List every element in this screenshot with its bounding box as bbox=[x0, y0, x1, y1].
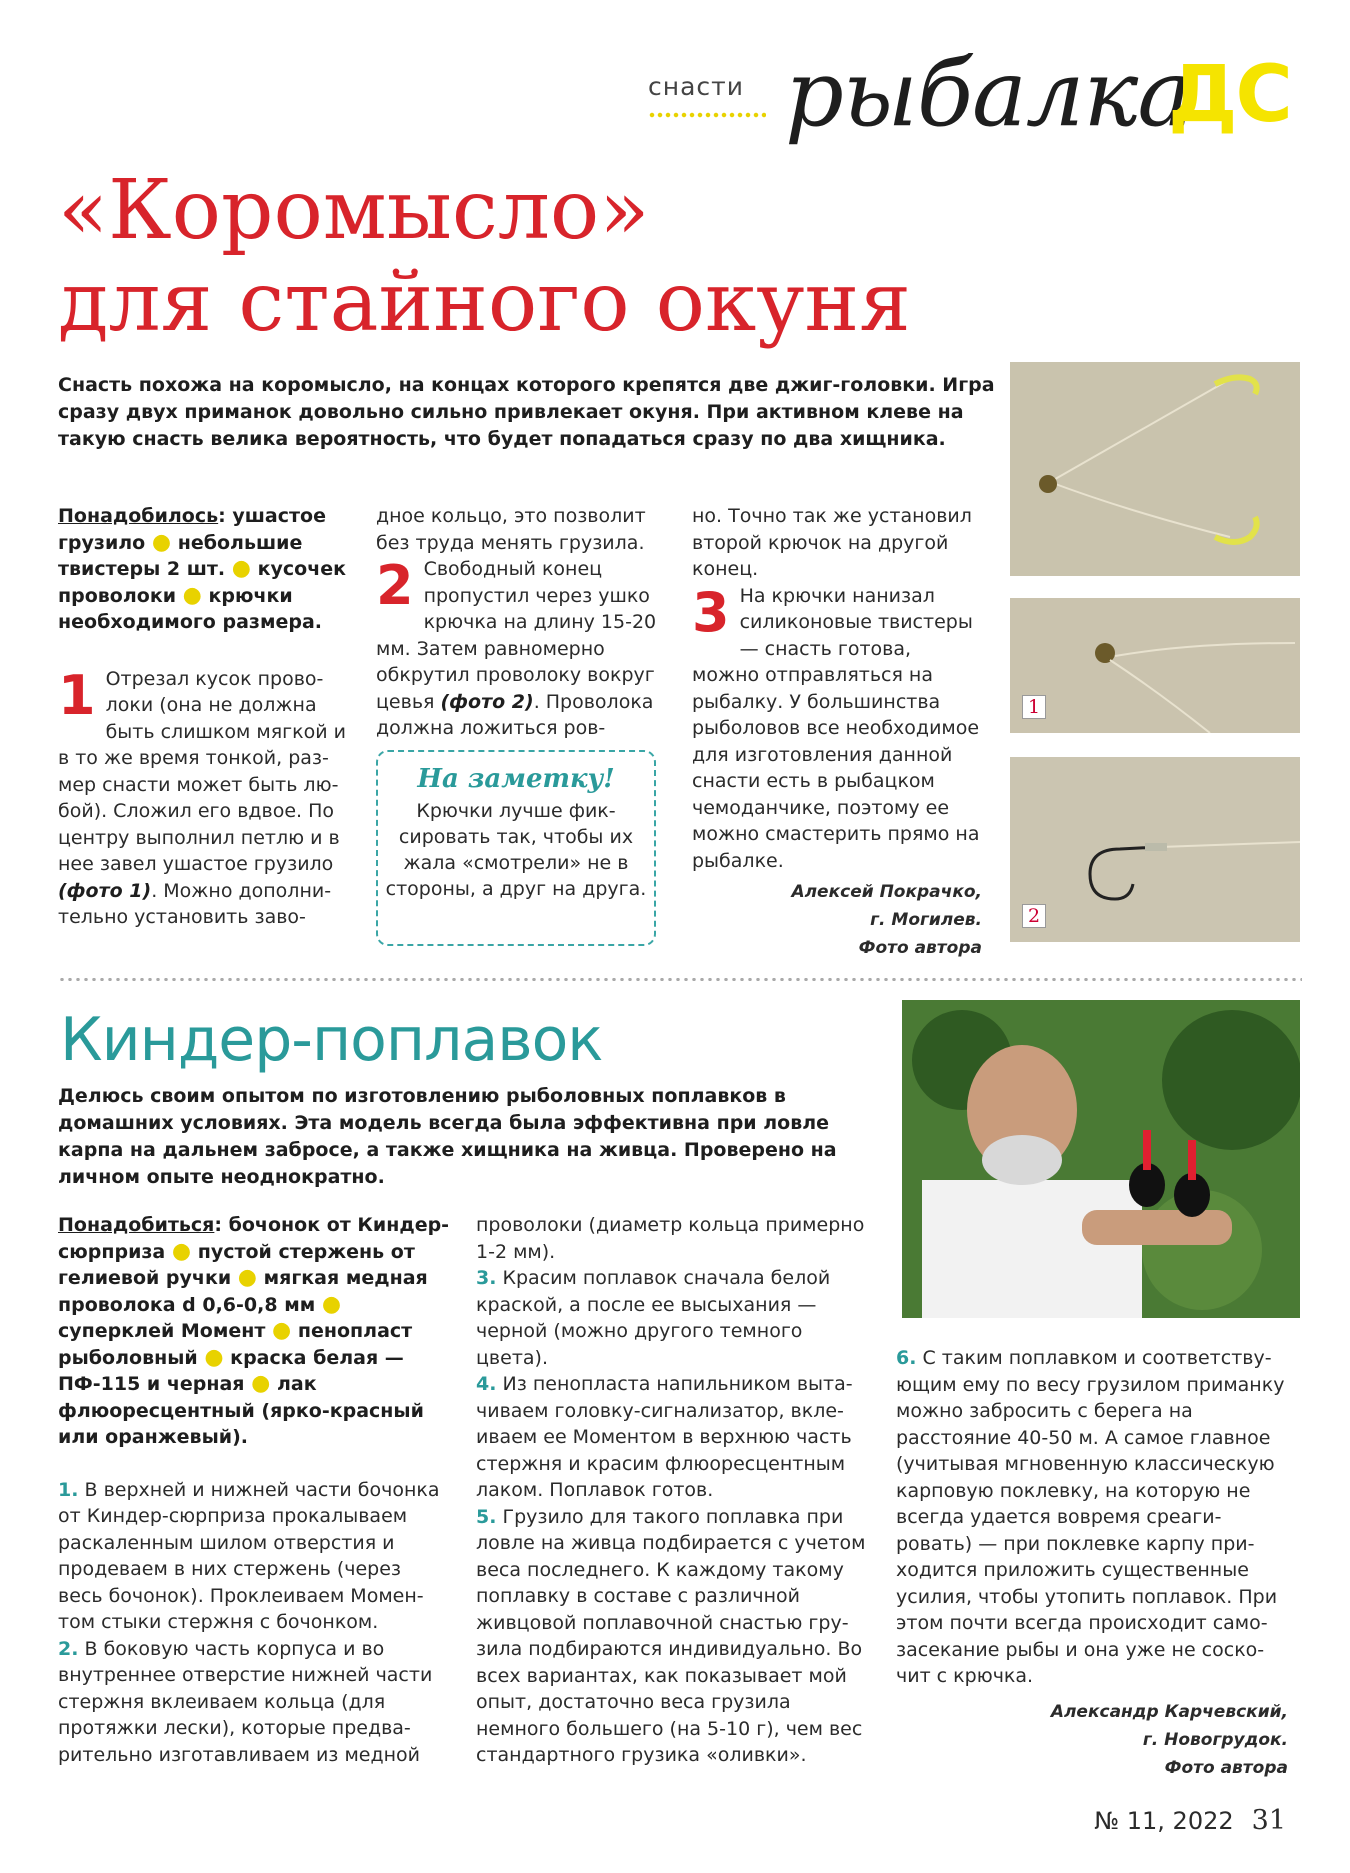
article1-col2 bbox=[376, 503, 666, 742]
step-4 bbox=[476, 1371, 868, 1504]
step-text: . Можно дополнительно установить заво- bbox=[58, 879, 332, 928]
step-text: . Проволока должна ложиться ров- bbox=[376, 690, 654, 739]
step-3 bbox=[692, 580, 982, 875]
step-number: 2 bbox=[376, 554, 414, 617]
bullet-icon: ● bbox=[237, 1265, 257, 1290]
step-5 bbox=[476, 1504, 868, 1769]
step-number: 3. bbox=[476, 1267, 497, 1289]
section-dots-divider bbox=[648, 112, 766, 118]
photo-label: 2 bbox=[1022, 904, 1046, 928]
rig-photo-main bbox=[1010, 362, 1300, 576]
photo-credit: Фото автора bbox=[858, 938, 982, 958]
col3-continued-text: но. Точно так же установил второй крючок на другой конец. bbox=[692, 505, 972, 580]
rig-illustration bbox=[1010, 362, 1300, 576]
step-text: Свободный конец пропустил через ушко крючка на длину 15-20 мм. Затем равномерно обкрутил проволоку вокруг цевья bbox=[376, 558, 657, 713]
step-text: В верхней и нижней части бочонка от Киндер-сюрприза прокалываем раскаленным шилом отверстия и продеваем в них стержень (через весь бочонок). Проклеиваем Моментом стыки стержня с бочонком. bbox=[58, 1478, 440, 1633]
bullet-icon: ● bbox=[151, 529, 172, 555]
note-box bbox=[376, 750, 656, 946]
article1-signature bbox=[692, 878, 982, 962]
needed-item: небольшие твистеры 2 шт. bbox=[58, 531, 303, 580]
needed-item: крючки необходимого размера. bbox=[58, 584, 322, 633]
photo-label: 1 bbox=[1022, 695, 1046, 719]
step-2 bbox=[376, 556, 666, 742]
needed-item: суперклей Момент bbox=[58, 1320, 266, 1342]
section-label: снасти bbox=[648, 72, 744, 101]
step-text: Отрезал кусок проволоки (она не должна быть слишком мягкой и в то же время тонкой, размер снасти может быть любой). Сложил его вдвое. По центру выполнил петлю и в нее завел ушастое грузило bbox=[58, 667, 346, 875]
article1-lead: Снасть похожа на коромысло, на концах которого крепятся две джиг-головки. Игра сразу двух приманок довольно сильно привлекает окуня. При активном клеве на такую снасть велика вероятность, что будет попадаться сразу по два хищника. bbox=[58, 374, 995, 450]
needed-item: мягкая медная проволока d 0,6-0,8 мм bbox=[58, 1267, 428, 1316]
photo-ref: (фото 1) bbox=[58, 879, 152, 902]
step-number: 6. bbox=[896, 1347, 917, 1369]
article2-needed-list: Понадобиться: бочонок от Киндер-сюрприза ● пустой стержень от гелиевой ручки ● мягкая медная проволока d 0,6-0,8 мм ● суперклей Момент ● пенопласт рыболовный ● краска белая — ПФ-115 и черная ● лак флюоресцентный (ярко-красный или оранжевый). bbox=[58, 1214, 450, 1448]
article2-lead: Делюсь своим опытом по изготовлению рыболовных поплавков в домашних условиях. Эта модель всегда была эффективна при ловле карпа на дальнем забросе, а также хищника на живца. Проверено на личном опыте неоднократно. bbox=[58, 1085, 837, 1188]
note-title: На заметку! bbox=[417, 764, 615, 794]
needed-item: пенопласт рыболовный bbox=[58, 1320, 413, 1369]
needed-item: краска белая — ПФ-115 и черная bbox=[58, 1346, 404, 1395]
step-number: 4. bbox=[476, 1373, 497, 1395]
article2-signature bbox=[896, 1698, 1288, 1782]
author-city: г. Новогрудок. bbox=[1142, 1729, 1288, 1750]
needed-label: Понадобиться bbox=[58, 1214, 215, 1236]
photo-credit: Фото автора bbox=[1164, 1757, 1288, 1778]
author-photo bbox=[902, 1000, 1300, 1318]
step-2 bbox=[58, 1636, 450, 1769]
needed-item: ушастое грузило bbox=[58, 505, 326, 554]
bullet-icon: ● bbox=[321, 1291, 342, 1317]
page-number: 31 bbox=[1251, 1805, 1286, 1836]
sinker-illustration bbox=[1010, 598, 1300, 733]
article1-title-line2: для стайного окуня bbox=[58, 255, 911, 350]
author-city: г. Могилев. bbox=[870, 910, 982, 930]
article-separator bbox=[58, 978, 1302, 981]
photo-2 bbox=[1010, 757, 1300, 942]
article2-col2 bbox=[476, 1212, 868, 1769]
author-name: Александр Карчевский, bbox=[1050, 1701, 1288, 1722]
needed-label: Понадобилось bbox=[58, 505, 219, 527]
step-text: Из пенопласта напильником вытачиваем головку-сигнализатор, вклеиваем ее Моментом в верхнюю часть стержня и красим флюоресцентным лаком. Поплавок готов. bbox=[476, 1373, 853, 1501]
photo-ref: (фото 2) bbox=[440, 690, 534, 713]
bullet-icon: ● bbox=[182, 582, 202, 608]
col2-continued-text: дное кольцо, это позволит без труда менять грузила. bbox=[376, 505, 646, 554]
article2-col3 bbox=[896, 1345, 1288, 1782]
article1-col3 bbox=[692, 503, 982, 962]
issue-number: № 11, 2022 bbox=[1094, 1807, 1234, 1835]
step-6 bbox=[896, 1345, 1288, 1690]
page-footer bbox=[1094, 1805, 1286, 1836]
step-number: 2. bbox=[58, 1637, 79, 1660]
step-text: На крючки нанизал силиконовые твистеры — снасть готова, можно отправляться на рыбалку. У большинства рыболовов все необходимое для изготовления данной снасти есть в рыбацком чемоданчике, поэтому ее можно смастерить прямо на рыбалке. bbox=[692, 584, 980, 872]
step-text: В боковую часть корпуса и во внутреннее отверстие нижней части стержня вклеиваем кольца (для протяжки лески), которые предварительно изготавливаем из медной bbox=[58, 1637, 433, 1766]
step-text: проволоки (диаметр кольца примерно 1-2 мм). bbox=[476, 1214, 865, 1263]
bullet-icon: ● bbox=[171, 1238, 192, 1264]
hook-illustration bbox=[1010, 757, 1300, 942]
step-number: 3 bbox=[692, 580, 730, 644]
step-text: Красим поплавок сначала белой краской, а после ее высыхания — черной (можно другого темного цвета). bbox=[476, 1267, 831, 1369]
step-number: 5. bbox=[476, 1505, 497, 1528]
article1-title-line1: «Коромысло» bbox=[58, 163, 650, 258]
article1-col1 bbox=[58, 503, 350, 931]
step-text: Грузило для такого поплавка при ловле на живца подбирается с учетом веса последнего. К каждому такому поплавку в составе с различной живцовой поплавочной снастью грузила подбираются индивидуально. Во всех вариантах, как показывает мой опыт, достаточно веса грузила немного большего (на 5-10 г), чем вес стандартного грузика «оливки». bbox=[476, 1505, 866, 1766]
article1-title bbox=[58, 165, 911, 349]
step-number: 1. bbox=[58, 1478, 79, 1501]
author-name: Алексей Покрачко, bbox=[791, 882, 982, 902]
needed-item: бочонок от Киндер-сюрприза bbox=[58, 1214, 450, 1263]
bullet-icon: ● bbox=[231, 556, 251, 581]
bullet-icon: ● bbox=[204, 1344, 224, 1370]
needed-item: кусочек проволоки bbox=[58, 558, 347, 607]
step-1 bbox=[58, 663, 350, 931]
bullet-icon: ● bbox=[272, 1318, 292, 1343]
brand-logo: ДС bbox=[1168, 50, 1291, 140]
needed-item: пустой стержень от гелиевой ручки bbox=[58, 1240, 415, 1289]
photo-1 bbox=[1010, 598, 1300, 733]
step-number: 1 bbox=[58, 663, 96, 727]
magazine-title: рыбалка bbox=[785, 40, 1192, 147]
step-1 bbox=[58, 1477, 450, 1636]
author-with-floats-illustration bbox=[902, 1000, 1300, 1318]
bullet-icon: ● bbox=[251, 1371, 271, 1396]
article1-needed-list: Понадобилось: ушастое грузило ● небольшие твистеры 2 шт. ● кусочек проволоки ● крючки необходимого размера. bbox=[58, 505, 347, 633]
step-2-continued bbox=[476, 1212, 868, 1265]
needed-item: лак флюоресцентный (ярко-красный или оранжевый). bbox=[58, 1373, 424, 1448]
step-3 bbox=[476, 1265, 868, 1371]
note-text: Крючки лучше фиксировать так, чтобы их жала «смотрели» не в стороны, а друг на друга. bbox=[385, 800, 647, 900]
article2-title: Киндер-поплавок bbox=[60, 1005, 603, 1075]
article2-col1 bbox=[58, 1212, 450, 1768]
step-text: С таким поплавком и соответствующим ему по весу грузилом приманку можно забросить с берега на расстояние 40-50 м. А самое главное (учитывая мгновенную классическую карповую поклевку, на которую не всегда удается вовремя среагировать) — при поклевке карпу приходится приложить существенные усилия, чтобы утопить поплавок. При этом почти всегда происходит самозасекание рыбы и она уже не соскочит с крючка. bbox=[896, 1347, 1285, 1687]
